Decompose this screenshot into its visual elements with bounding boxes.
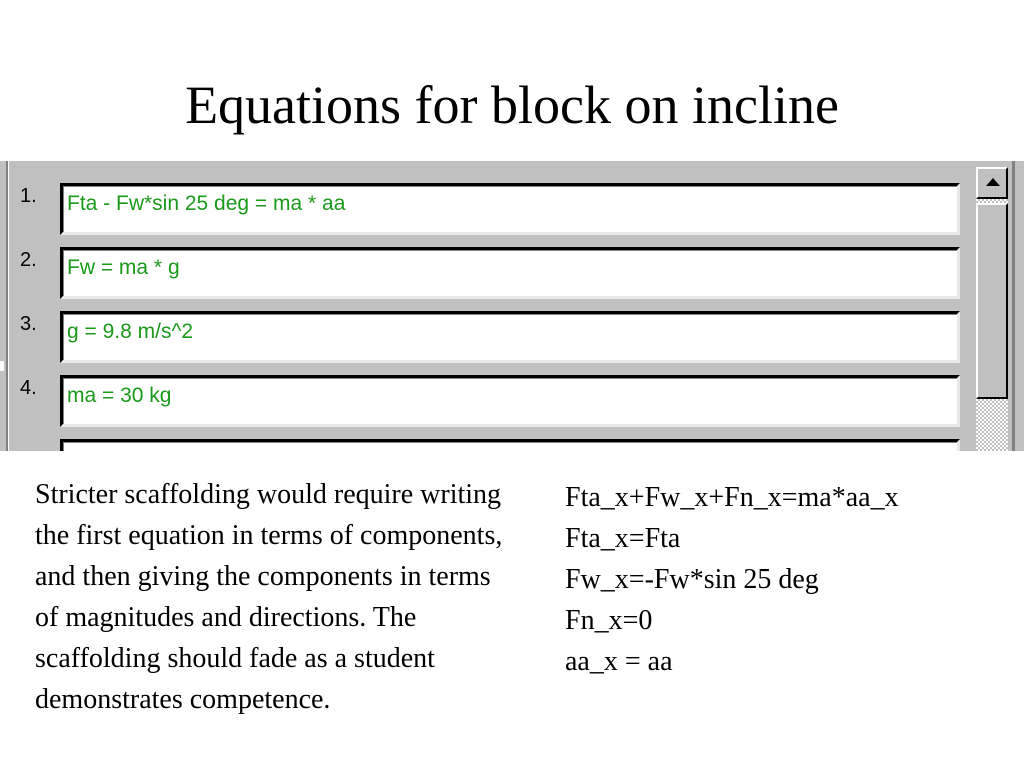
equation-input-4[interactable]: ma = 30 kg — [60, 375, 960, 427]
equation-number: 4. — [20, 377, 37, 399]
equation-input-2[interactable]: Fw = ma * g — [60, 247, 960, 299]
equation-number: 2. — [20, 249, 37, 271]
equation-row-2 — [0, 225, 970, 289]
vertical-scrollbar[interactable] — [976, 167, 1008, 452]
scroll-thumb[interactable] — [976, 203, 1008, 399]
panel-bottom-edge — [0, 451, 1024, 453]
equation-input-3[interactable]: g = 9.8 m/s^2 — [60, 311, 960, 363]
equation-row-3 — [0, 289, 970, 353]
scaffolding-description: Stricter scaffolding would require writing the first equation in terms of components, and then giving the components in terms of magnitudes and directions. The scaffolding should fade as a student demonstrates competence. — [35, 479, 503, 715]
equation-number: 1. — [20, 185, 37, 207]
component-equation: Fta_x=Fta — [565, 523, 681, 554]
equation-row-1 — [0, 161, 970, 225]
equation-row-5 — [0, 417, 970, 452]
equation-number: 3. — [20, 313, 37, 335]
component-equation: Fta_x+Fw_x+Fn_x=ma*aa_x — [565, 482, 899, 513]
panel-right-border — [1012, 161, 1015, 452]
component-equation: Fw_x=-Fw*sin 25 deg — [565, 564, 819, 595]
equation-row-4 — [0, 353, 970, 417]
equation-input-1[interactable]: Fta - Fw*sin 25 deg = ma * aa — [60, 183, 960, 235]
scroll-up-button[interactable] — [976, 167, 1008, 199]
equation-editor-panel — [0, 161, 1024, 452]
up-arrow-icon — [986, 178, 1000, 186]
component-equation: Fn_x=0 — [565, 605, 653, 636]
component-equation: aa_x = aa — [565, 646, 673, 677]
slide-title: Equations for block on incline — [185, 75, 839, 135]
component-equation-list — [565, 477, 899, 682]
